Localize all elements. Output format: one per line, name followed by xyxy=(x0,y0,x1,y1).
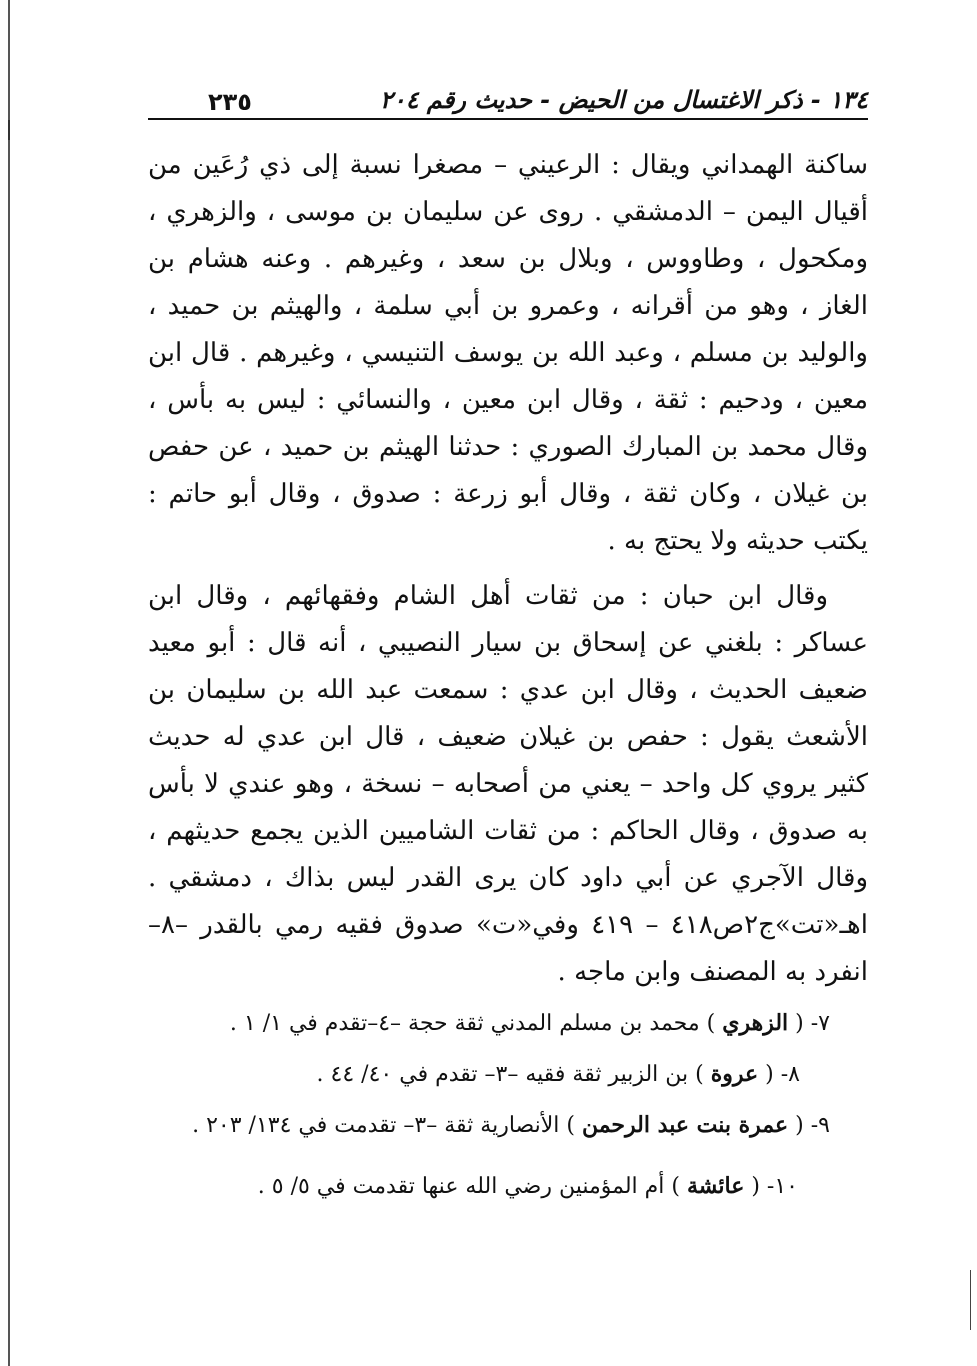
note-8 xyxy=(148,1051,868,1098)
paragraph-narrator-bio: ساكنة الهمداني ويقال : الرعيني – مصغرا نسبة إلى ذي رُعَين من أقيال اليمن – الدمشقي . روى عن سليمان بن موسى ، والزهري ، ومكحول ، وطاووس ، وبلال بن سعد ، وغيرهم . وعنه هشام بن الغاز ، وهو من أقرانه ، وعمرو بن أبي سلمة ، والهيثم بن حميد ، والوليد بن مسلم ، وعبد الله بن يوسف التنيسي ، وغيرهم . قال ابن معين ، ودحيم : ثقة ، وقال ابن معين ، والنسائي : ليس به بأس ، وقال محمد بن المبارك الصوري : حدثنا الهيثم بن حميد ، عن حفص بن غيلان ، وكان ثقة ، وقال أبو زرعة : صدوق ، وقال أبو حاتم : يكتب حديثه ولا يحتج به . xyxy=(148,150,868,556)
page-body xyxy=(148,142,868,1210)
scan-edge-tick xyxy=(8,120,10,140)
note-number: ٩- ( xyxy=(795,1113,830,1138)
note-text: ) أم المؤمنين رضي الله عنها تقدمت في ٥/ ٥ . xyxy=(257,1174,680,1199)
note-text: ) محمد بن مسلم المدني ثقة حجة –٤–تقدم في ١/ ١ . xyxy=(229,1011,716,1036)
note-number: ٧- ( xyxy=(795,1011,830,1036)
note-name: عروة xyxy=(710,1061,759,1087)
note-7 xyxy=(148,1000,868,1047)
scan-edge-line xyxy=(8,0,10,1366)
note-text: ) الأنصارية ثقة –٣– تقدمت في ١٣٤/ ٢٠٣ . xyxy=(192,1113,575,1138)
scan-right-edge xyxy=(970,1270,972,1330)
header-title: ١٣٤ - ذكر الاغتسال من الحيض - حديث رقم ٢٠٤ xyxy=(370,86,868,114)
note-name: الزهري xyxy=(722,1010,789,1036)
note-text: ) بن الزبير ثقة فقيه –٣– تقدم في ٤٠/ ٤٤ . xyxy=(316,1062,704,1087)
note-name: عائشة xyxy=(686,1173,745,1199)
header-rule xyxy=(148,118,868,120)
page-number: ٢٣٥ xyxy=(200,88,260,116)
note-9 xyxy=(148,1102,868,1149)
paragraph-narrator-assessment: وقال ابن حبان : من ثقات أهل الشام وفقهائهم ، وقال ابن عساكر : بلغني عن إسحاق بن سيار النصيبي ، أنه قال : أبو معيد ضعيف الحديث ، وقال ابن عدي : سمعت عبد الله بن سليمان بن الأشعث يقول : حفص بن غيلان ضعيف ، قال ابن عدي له حديث كثير يروي كل واحد – يعني من أصحابه – نسخة ، وهو عندي لا بأس به صدوق ، وقال الحاكم : من ثقات الشاميين الذين يجمع حديثهم ، وقال الآجري عن أبي داود كان يرى القدر ليس بذاك ، دمشقي . اهـ«تت»ج٢ص٤١٨ – ٤١٩ وفي«ت» صدوق فقيه رمي بالقدر –٨–انفرد به المصنف وابن ماجه . xyxy=(148,581,868,987)
page-header xyxy=(148,86,868,126)
note-number: ١٠- ( xyxy=(751,1174,798,1199)
note-number: ٨- ( xyxy=(765,1062,800,1087)
note-name: عمرة بنت عبد الرحمن xyxy=(581,1112,789,1138)
note-10 xyxy=(148,1163,868,1210)
